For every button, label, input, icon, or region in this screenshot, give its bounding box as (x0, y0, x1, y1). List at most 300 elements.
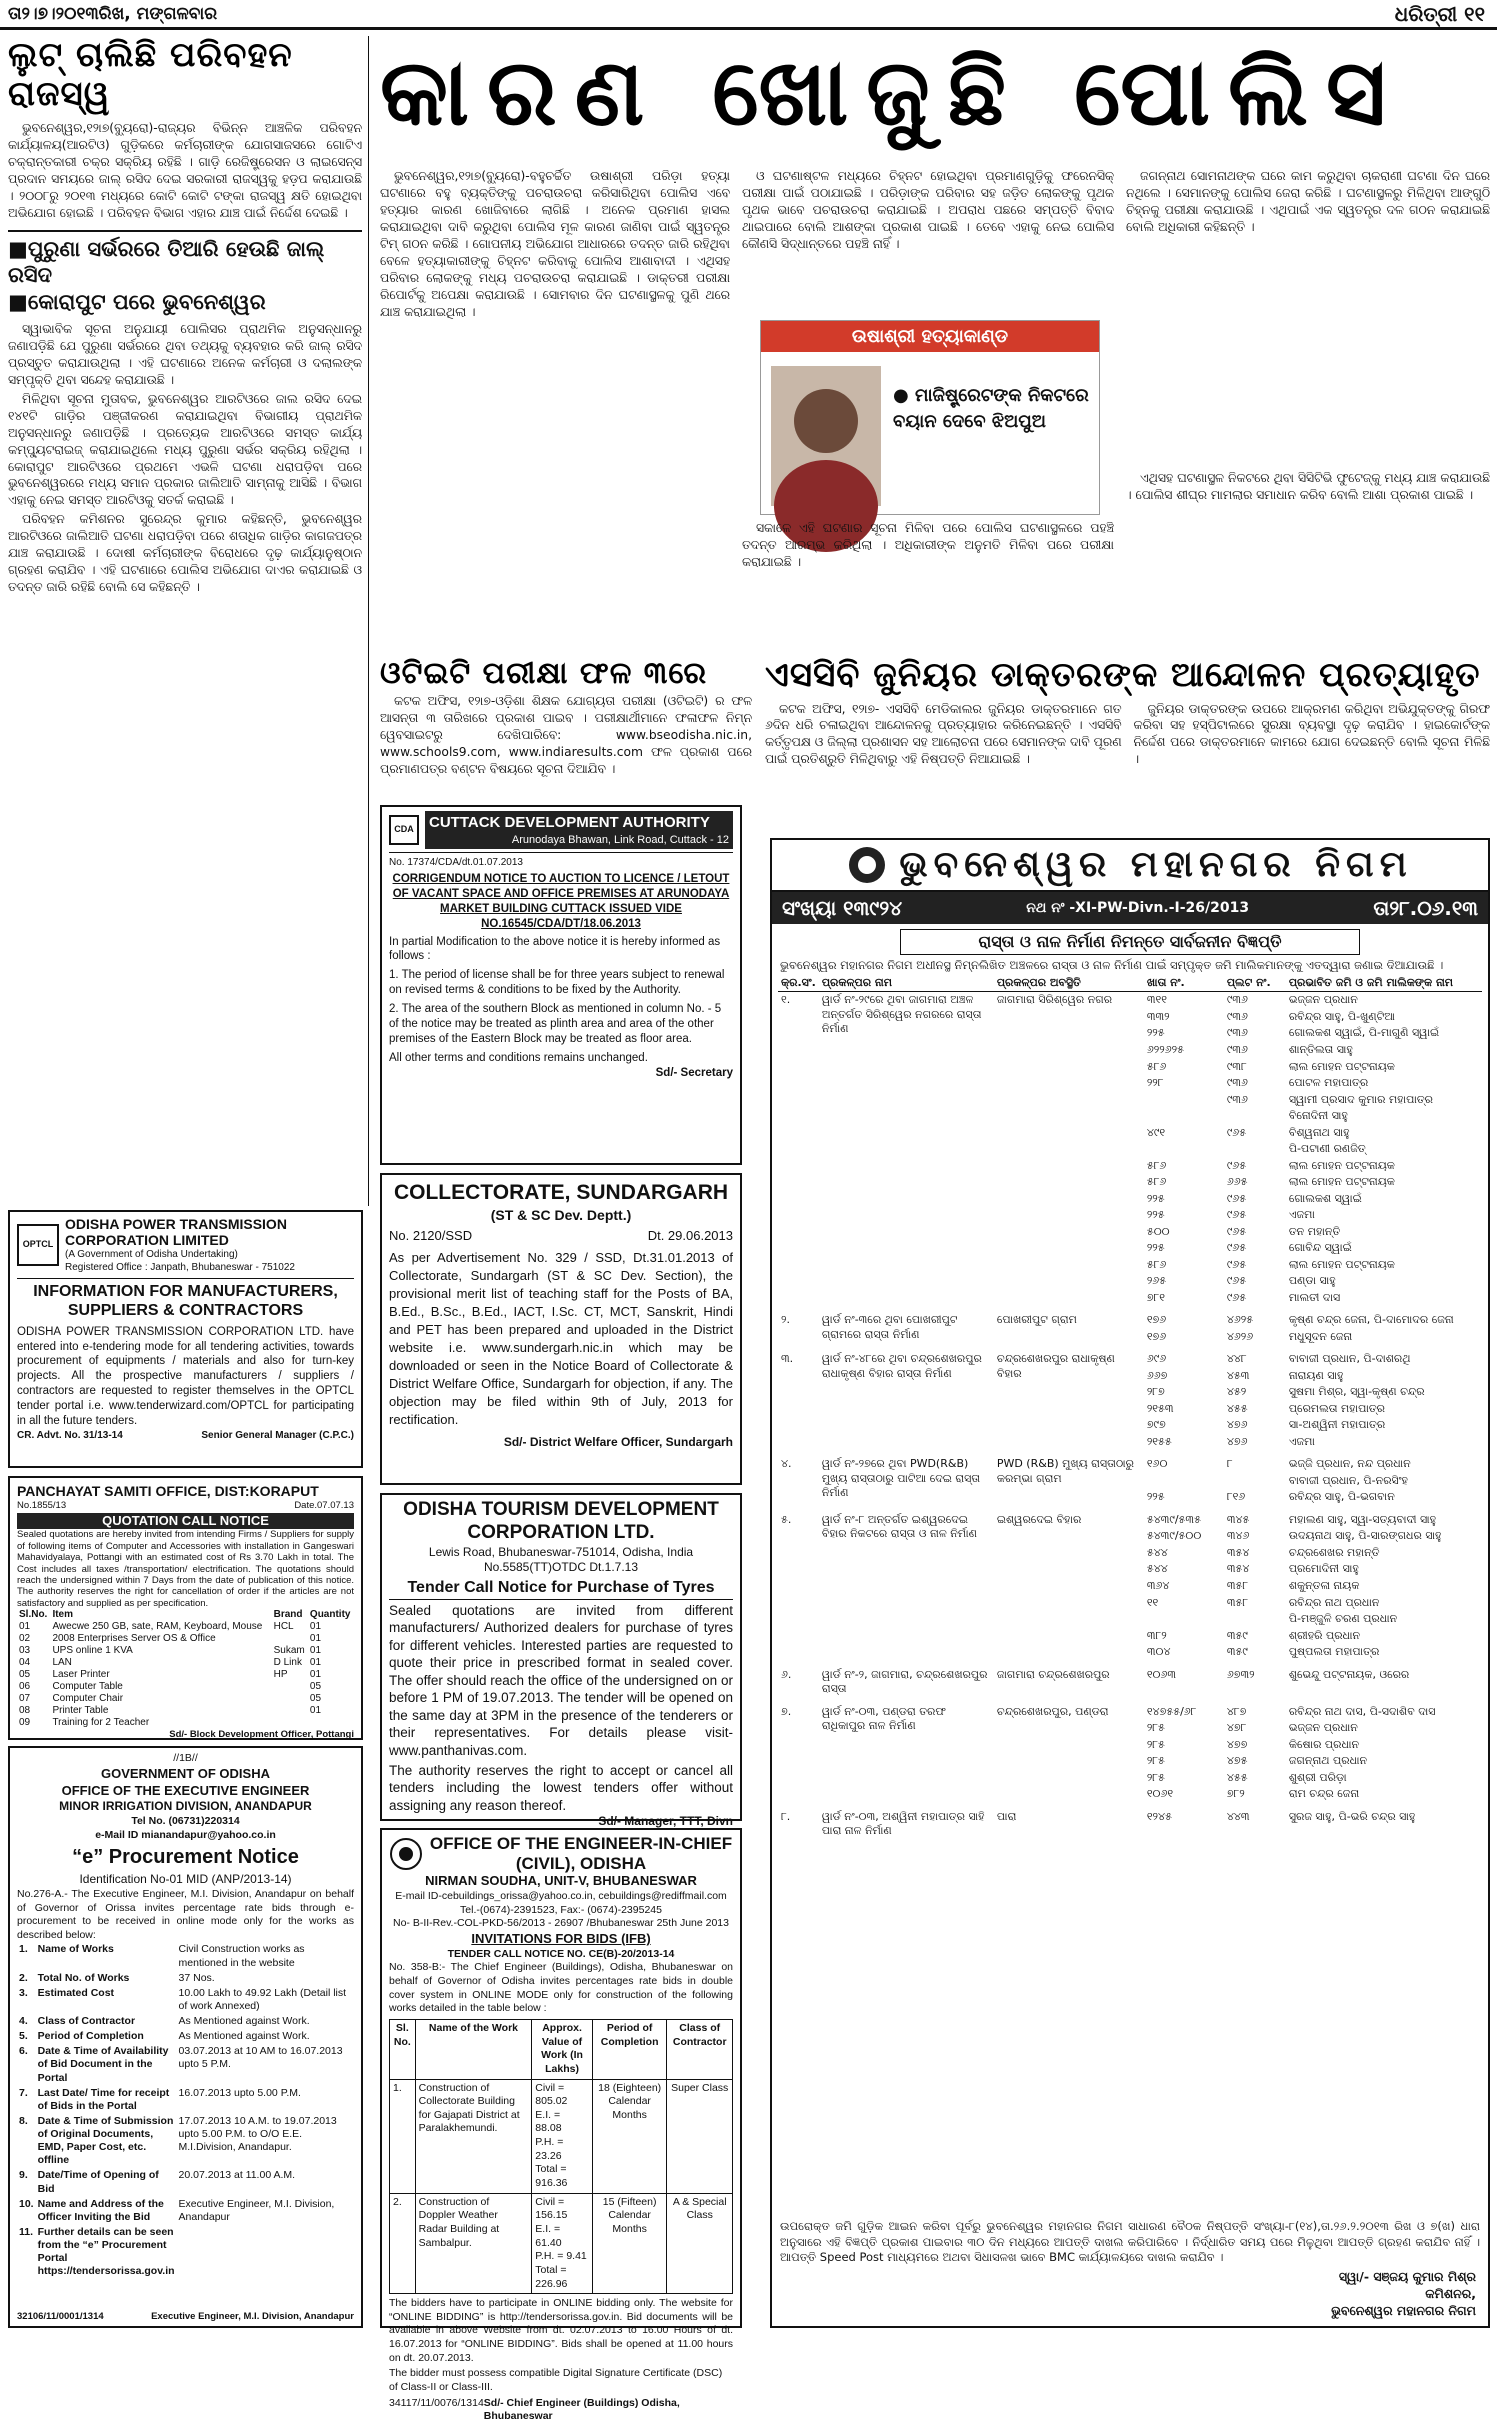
cda-address: Arunodaya Bhawan, Link Road, Cuttack - 12 (511, 833, 729, 846)
owner-name: ଗୋଲକଶ ସ୍ୱାଇଁ, ପି-ମାଗୁଣି ସ୍ୱାଇଁ (1288, 1026, 1440, 1040)
cda-signer: Sd/- Secretary (655, 1067, 733, 1080)
owner-name: ଲାଲ ମୋହନ ପଟ୍ଟନାୟକ (1288, 1175, 1395, 1189)
plot-no: ୯୬୫ (1226, 1257, 1247, 1271)
row-label: Name and Address of the Officer Inviting the Bid (37, 2197, 164, 2223)
bmc-notice (770, 838, 1490, 2328)
optcl-adv: CR. Advt. No. 31/13-14 (17, 1430, 123, 1442)
plot-no: ୯୬୫ (1226, 1125, 1247, 1139)
panchayat-heading: QUOTATION CALL NOTICE (17, 1513, 354, 1530)
cda-intro: In partial Modification to the above notice it is hereby informed as follows : (389, 935, 721, 963)
owner-name: ରାମ ଚନ୍ଦ୍ର ଜେନା (1288, 1787, 1360, 1801)
table-row (17, 1633, 354, 1645)
owner-name: ବିଶ୍ୱନାଥ ସାହୁ (1288, 1125, 1350, 1139)
bmc-col-header: ପ୍ରଭାବିତ ଜମି ଓ ଜମି ମାଲିକଙ୍କ ନାମ (1288, 975, 1454, 989)
table-cell: D Link (273, 1657, 302, 1669)
owner-name: ଗୋବିନ୍ଦ ସ୍ୱାଇଁ (1288, 1241, 1352, 1255)
table-cell: HP (273, 1669, 288, 1681)
panchayat-body: Sealed quotations are hereby invited from intending Firms / Suppliers for supply of following items of Computer and Accessories with installation in Gangeswari Mahavidyalaya, Pottangi with an estimated cost of Rs 3.70 Lakh in total. The Cost includes all taxes /transportation/ electrification. The quotations should reach the undersigned within 7 Days from the date of publication of this notice. The authority reserves the right for cancellation of order if the articles are not satisfactory and supplied as per specification. (17, 1529, 354, 1609)
minor-ref: //1B// (173, 1752, 198, 1764)
plot-no: ୬୭୩୨ (1226, 1667, 1255, 1681)
cda-point-3: All other terms and conditions remains unchanged. (389, 1052, 648, 1065)
row-value: 17.07.2013 10 A.M. to 19.07.2013 upto 5.00 P.M. to O/O E.E. M.I.Division, Anandapur. (178, 2114, 337, 2154)
exam-body: କଟକ ଅଫିସ, ୧୨ା୭-ଓଡ଼ିଶା ଶିକ୍ଷକ ଯୋଗ୍ୟତା ପରୀକ୍ଷା (ଓଟିଇଟି) ର ଫଳ ଆସନ୍ତା ୩ ତାରିଖରେ ପ୍ରକାଶ ପାଇବ । ପରୀକ୍ଷାର୍ଥୀମାନେ ଫଳାଫଳ ନିମ୍ନ ୱେବସାଇଟରୁ ଦେଖିପାରିବେ: www.bseodisha.nic.in, www.schools9.com, www.indiaresults.com ଫଳ ପ୍ରକାଶ ପରେ ପ୍ରମାଣପତ୍ର ବଣ୍ଟନ ବିଷୟରେ ସୂଚନା ଦିଆଯିବ । (380, 694, 752, 776)
plot-no: ୮୧୬ (1226, 1490, 1246, 1504)
project-name: ୱାର୍ଡ ନଂ-୨୭ରେ ଥିବା PWD(R&B) ମୁଖ୍ୟ ରାସ୍ତାଠାରୁ ପାଟିଆ ଦେଇ ରାସ୍ତା ନିର୍ମାଣ (821, 1457, 981, 1500)
table-row (17, 2168, 354, 2196)
table-cell: Sukam (273, 1645, 305, 1657)
row-value: Executive Engineer, M.I. Division, Anandapur (178, 2197, 335, 2223)
project-name: ୱାର୍ଡ ନଂ-୪୮ରେ ଥିବା ଚନ୍ଦ୍ରଶେଖରପୁର ରାଧାକୃଷ୍ଣ ବିହାର ରାସ୍ତା ନିର୍ମାଣ (821, 1352, 982, 1380)
table-row (17, 2029, 354, 2044)
plot-no: ୬୬୫ (1226, 1175, 1248, 1189)
minor-table (17, 1942, 354, 2279)
table-row (17, 1986, 354, 2014)
table-cell: 09 (19, 1717, 31, 1729)
bmc-signature (1331, 2269, 1476, 2320)
civil-col-header: Approx. Value of Work (In Lakhs) (532, 2020, 593, 2080)
row-number: 3. (19, 1986, 28, 1999)
row-number: ୭. (781, 1704, 792, 1718)
table-cell: 05 (309, 1681, 322, 1693)
table-cell: Awecwe 250 GB, sate, RAM, Keyboard, Mouse (52, 1621, 263, 1633)
khata-no: ୨୬୫ (1146, 1274, 1167, 1288)
khata-no: ୩୩୨ (1146, 1009, 1170, 1023)
table-row (17, 1693, 354, 1705)
tourism-address: Lewis Road, Bhubaneswar-751014, Odisha, India (428, 1544, 694, 1559)
optcl-ad (8, 1210, 363, 1468)
row-number: 8. (19, 2114, 28, 2127)
table-cell: 01 (19, 1621, 31, 1633)
owner-name: ରବିନ୍ଦ୍ର ସାହୁ, ପି-ଖୁଣ୍ଟିଆ (1288, 1009, 1395, 1023)
collectorate-sub: (ST & SC Dev. Deptt.) (490, 1207, 632, 1224)
row-number: 7. (19, 2086, 28, 2099)
table-row (390, 2193, 733, 2293)
cda-ref: No. 17374/CDA/dt.01.07.2013 (389, 856, 523, 868)
civil-table (389, 2019, 733, 2294)
table-cell: 07 (19, 1693, 31, 1705)
table-row (778, 1667, 1482, 1698)
row-label: Further details can be seen from the “e” Procurement Portal https://tendersorissa.gov.in (37, 2225, 175, 2278)
row-label: Period of Completion (37, 2030, 144, 2043)
table-cell: Super Class (667, 2079, 733, 2193)
portrait-photo (771, 366, 881, 506)
owner-name: ଶ୍ରୀହରି ପ୍ରଧାନ (1288, 1628, 1361, 1642)
column-rule (368, 36, 369, 1206)
optcl-signer: Senior General Manager (C.P.C.) (201, 1430, 354, 1442)
row-label: Date/Time of Opening of Bid (37, 2169, 159, 2195)
owner-name: ପୁଷ୍ପଲତା ମହାପାତ୍ର (1288, 1645, 1380, 1659)
tourism-body-2: The authority reserves the right to accept or cancel all tenders including the lowest tenders offer without assigning any reason thereof. (389, 1762, 733, 1813)
khata-no: ୧୦୬୧ (1146, 1787, 1174, 1801)
owner-name: ଭଜ୍ଜି ପ୍ରଧାନ, ନନ୍ଦ ପ୍ରଧାନ (1288, 1457, 1411, 1471)
plot-no: ୪୮୭ (1226, 1704, 1247, 1718)
plot-no (1224, 1141, 1286, 1158)
table-cell: Training for 2 Teacher (52, 1717, 150, 1729)
khata-no: ୫୪୩୯/୫୦୦ (1146, 1529, 1202, 1543)
table-cell: LAN (52, 1657, 72, 1669)
collectorate-ad (380, 1173, 742, 1485)
civil-para-1: The bidders have to participate in ONLINE bidding only. The website for “ONLINE BIDDING” is http://tendersorissa.gov.in. Bid documents will be available in above Website from dt. 02.07.2013 to 16.00 Hours of dt. 16.07.2013 for “ONLINE BIDDING”. Bids shall be opened at 11.00 hours on dt. 20.07.2013. (389, 2297, 733, 2364)
table-cell: Civil = 156.15 E.I. = 61.40 P.H. = 9.41 Total = 226.96 (532, 2193, 593, 2293)
table-row (17, 1681, 354, 1693)
table-cell: 02 (19, 1633, 31, 1645)
khata-no: ୩୮୨ (1146, 1628, 1167, 1642)
owner-name: ସ୍ୱାମୀ ପ୍ରସାଦ କୁମାର ମହାପାତ୍ର (1288, 1092, 1434, 1106)
khata-no: ୧୦୬୩ (1146, 1667, 1177, 1681)
plot-no: ୪୪୩ (1226, 1809, 1250, 1823)
optcl-sub-1: (A Government of Odisha Undertaking) (65, 1249, 238, 1261)
lead-headline-box (380, 39, 1490, 152)
plot-no: ୪୭୭ (1226, 1737, 1248, 1751)
khata-no: ୧୪୭୫୫/୬୮ (1146, 1704, 1197, 1718)
scb-body-2: ଜୁନିୟର ଡାକ୍ତରଙ୍କ ଉପରେ ଆକ୍ରମଣ କରିଥିବା ଅଭିଯୁକ୍ତଙ୍କୁ ଗିରଫ କରିବା ସହ ହସ୍ପିଟାଲରେ ସୁରକ୍ଷା ବ୍ୟବସ୍ଥା ଦୃଢ଼ କରାଯିବ । ହାଇକୋର୍ଟଙ୍କ ନିର୍ଦ୍ଦେଶ ପରେ ଡାକ୍ତରମାନେ କାମରେ ଯୋଗ ଦେଇଛନ୍ତି ବୋଲି ସୂଚନା ମିଳିଛି । (1133, 701, 1490, 767)
scb-story (765, 654, 1490, 834)
row-value: Civil Construction works as mentioned in the website (178, 1943, 305, 1969)
lead-photo-box (760, 320, 1100, 515)
civil-sub: TENDER CALL NOTICE NO. CE(B)-20/2013-14 (447, 1947, 675, 1960)
project-location: PWD (R&B) ମୁଖ୍ୟ ରାସ୍ତାଠାରୁ କରମ୍ଭା ଗ୍ରାମ (996, 1457, 1135, 1485)
exam-story (380, 654, 752, 794)
khata-no: ୨୨୫ (1146, 1191, 1165, 1205)
panchayat-title: PANCHAYAT SAMITI OFFICE, DIST:KORAPUT (17, 1483, 319, 1499)
owner-name: ଭଜ୍ଜନ ପ୍ରଧାନ (1288, 993, 1358, 1007)
owner-name: ଲାଲ ମୋହନ ପଟ୍ଟନାୟକ (1288, 1059, 1395, 1073)
owner-name: ପଣ୍ଡା ସାହୁ (1288, 1274, 1336, 1288)
tourism-signer: Sd/- Manager, TTT, Divn (598, 1814, 733, 1829)
plot-no: ୯୬୫ (1226, 1224, 1247, 1238)
owner-name: ଶୁଭେନ୍ଦୁ ପଟ୍ଟନାୟକ, ଓରେର (1288, 1667, 1410, 1681)
lead-box-text: ● ମାଜିଷ୍ଟ୍ରେଟଙ୍କ ନିକଟରେ ବୟାନ ଦେବେ ଝିଅପୁଅ (893, 385, 1089, 433)
plot-no: ୩୪୫ (1226, 1512, 1250, 1526)
row-spacer (778, 1840, 1482, 1846)
project-name: ୱାର୍ଡ ନଂ-୨, ଜାଗମାରା, ଚନ୍ଦ୍ରଶେଖରପୁର ରାସ୍ତା (821, 1667, 988, 1696)
cda-heading: CORRIGENDUM NOTICE TO AUCTION TO LICENCE / LETOUT OF VACANT SPACE AND OFFICE PREMISES AT ARUNODAYA MARKET BUILDING CUTTACK ISSUED VIDE NO.16545/CDA/DT/18.06.2013 (392, 872, 730, 930)
owner-name: ପି-ମଞ୍ଜୁଳି ଚରଣ ପ୍ରଧାନ (1288, 1612, 1398, 1626)
table-cell: 03 (19, 1645, 31, 1657)
owner-name: ଉଦୟନାଥ ସାହୁ, ପି-ସାରଙ୍ଗଧର ସାହୁ (1288, 1529, 1442, 1543)
owner-name: ସୁଷମା ମିଶ୍ର, ସ୍ୱା-କୃଷ୍ଣ ଚନ୍ଦ୍ର (1288, 1385, 1425, 1399)
khata-no: ୩୦୪ (1146, 1645, 1171, 1659)
row-value: 16.07.2013 upto 5.00 P.M. (178, 2086, 301, 2099)
project-location: ଇଶ୍ୱରଦେଇ ବିହାର (996, 1512, 1082, 1526)
bmc-col-header: ପ୍ରକଳ୍ପର ଅବସ୍ଥିତି (996, 975, 1081, 989)
khata-no: ୫୮୬ (1146, 1175, 1167, 1189)
table-cell: Construction of Collectorate Building for Gajapati District at Paralakhemundi. (415, 2079, 532, 2193)
plot-no: ୯୬୫ (1226, 1290, 1247, 1304)
tourism-title: ODISHA TOURISM DEVELOPMENT CORPORATION LTD. (403, 1499, 719, 1543)
plot-no: ୯୬୫ (1226, 1208, 1247, 1222)
row-value: 03.07.2013 at 10 AM to 16.07.2013 upto 5 P.M. (178, 2045, 343, 2071)
minor-title-3: MINOR IRRIGATION DIVISION, ANANDAPUR (59, 1799, 312, 1814)
civil-para-2: The bidder must possess compatible Digital Signature Certificate (DSC) of Class-II or Class-III. (389, 2367, 723, 2394)
lead-col-2b: ସକାଳେ ଏହି ଘଟଣାର ସୂଚନା ମିଳିବା ପରେ ପୋଲିସ ଘଟଣାସ୍ଥଳରେ ପହଞ୍ଚି ତଦନ୍ତ ଆରମ୍ଭ କରିଥିଲା । ଅଧିକାରୀଙ୍କ ଅନୁମତି ମିଳିବା ପରେ ପରୀକ୍ଷା କରାଯାଇଛି । (742, 521, 1114, 569)
project-name: ୱାର୍ଡ ନଂ-୩ରେ ଥିବା ପୋଖରୀପୁଟ ଗ୍ରାମରେ ରାସ୍ତା ନିର୍ମାଣ (821, 1313, 958, 1341)
table-cell: 18 (Eighteen) Calendar Months (592, 2079, 667, 2193)
khata-no: ୫୪୩୯/୫୩୫ (1146, 1512, 1201, 1526)
optcl-name: ODISHA POWER TRANSMISSION CORPORATION LIMITED (65, 1216, 287, 1249)
table-row (17, 1669, 354, 1681)
bmc-signer-role: କମିଶନର, (1425, 2286, 1476, 2302)
table-cell: Printer Table (52, 1705, 109, 1717)
civil-title: OFFICE OF THE ENGINEER-IN-CHIEF (CIVIL), ODISHA (429, 1834, 733, 1873)
table-row (390, 2079, 733, 2193)
khata-no (1144, 1108, 1224, 1125)
khata-no: ୧୭୬ (1146, 1329, 1167, 1343)
minor-tel: Tel No. (06731)220314 (131, 1815, 240, 1828)
khata-no: ୫୪୪ (1146, 1562, 1168, 1576)
table-cell: Laser Printer (52, 1669, 110, 1681)
row-label: Last Date/ Time for receipt of Bids in the Portal (37, 2086, 170, 2112)
owner-name: ଲାଲ ମୋହନ ପଟ୍ଟନାୟକ (1288, 1158, 1395, 1172)
minor-footer-no: 32106/11/0001/1314 (17, 2310, 104, 2322)
khata-no: ୧୭୬ (1146, 1313, 1167, 1327)
row-number: 4. (19, 2015, 28, 2028)
project-location: ଚନ୍ଦ୍ରଶେଖରପୁର ରାଧାକୃଷ୍ଣ ବିହାର (996, 1352, 1115, 1380)
khata-no: ୨୨୫ (1146, 1208, 1165, 1222)
cda-name: CUTTACK DEVELOPMENT AUTHORITY (429, 814, 710, 831)
plot-no: ୯୩୬ (1226, 1026, 1248, 1040)
project-name: ୱାର୍ଡ ନଂ-୮ ଅନ୍ତର୍ଗତ ଇଶ୍ୱରଦେଇ ବିହାର ନିକଟରେ ରାସ୍ତା ଓ ନାଳ ନିର୍ମାଣ (821, 1512, 977, 1541)
table-cell (272, 1693, 308, 1705)
civil-ref: No- B-II-Rev.-COL-PKD-56/2013 - 26907 /Bhubaneswar 25th June 2013 (393, 1917, 729, 1930)
bmc-signer-org: ଭୁବନେଶ୍ୱର ମହାନଗର ନିଗମ (1331, 2303, 1476, 2319)
khata-no: ୨୮୫ (1146, 1770, 1165, 1784)
plot-no: ୪୫୩ (1226, 1368, 1250, 1382)
table-cell: 05 (309, 1693, 322, 1705)
row-number: 6. (19, 2045, 28, 2058)
bmc-no: ସଂଖ୍ୟା ୧୩୯୨୪ (782, 896, 903, 920)
civil-col-header: Name of the Work (415, 2020, 532, 2080)
khata-no: ୬୬୭ (1146, 1368, 1168, 1382)
tourism-body: Sealed quotations are invited from different manufacturers/ Authorized dealers for purchase of tyres for different vehicles. Interested parties are requested to quote their price in prescribed format in sealed cover. The offer should reach the office of the undersigned on or before 1 PM of 19.07.2013. The tender will be opened on the same day at 3PM in the presence of the tenderers or their representatives. For details please visit- www.panthanivas.com. (389, 1602, 733, 1758)
plot-no: ୩୫୪ (1226, 1545, 1250, 1559)
row-number: 1. (19, 1943, 28, 1956)
project-name: ୱାର୍ଡ ନଂ-୦୩, ପଣ୍ଡରା ତରଫ ରାଧିକାପୁର ନାଳ ନିର୍ମାଣ (821, 1704, 946, 1733)
row-value: 37 Nos. (178, 1971, 215, 1984)
plot-no: ୪୫୫ (1226, 1401, 1248, 1415)
khata-no: ୨୧୫୩ (1146, 1401, 1174, 1415)
lead-col-2: ଓ ଘଟଣାଷ୍ଟଳ ମଧ୍ୟରେ ଚିହ୍ନଟ ହୋଇଥିବା ପ୍ରମାଣଗୁଡ଼ିକୁ ଫରେନସିକ୍ ପରୀକ୍ଷା ପାଇଁ ପଠାଯାଇଛି । ପରିଡ଼ାଙ୍କ ପରିବାର ସହ ଜଡ଼ିତ ଲୋକଙ୍କୁ ପୃଥକ ପୃଥକ ଭାବେ ପଚରାଉଚରା କରାଯାଇଛି । ଅପରାଧ ପଛରେ ସମ୍ପତ୍ତି ବିବାଦ ଥାଇପାରେ ବୋଲି ଆଶଙ୍କା ପ୍ରକାଶ ପାଇଛି । ତେବେ ଏହାକୁ ନେଇ ପୋଲିସ କୌଣସି ସିଦ୍ଧାନ୍ତରେ ପହଞ୍ଚି ନାହିଁ । (742, 169, 1114, 251)
khata-no: ୨୧୫୫ (1146, 1434, 1172, 1448)
plot-no: ୯୬୫ (1226, 1241, 1247, 1255)
table-cell: Civil = 805.02 E.I. = 88.08 P.H. = 23.26 Total = 916.36 (532, 2079, 593, 2193)
row-number: 9. (19, 2169, 28, 2182)
cda-logo-icon: CDA (389, 815, 419, 845)
table-row (17, 1645, 354, 1657)
plot-no: ୪୫୫ (1226, 1770, 1248, 1784)
cda-point-1: 1. The period of license shall be for three years subject to renewal on revised terms & conditions to be fixed by the Authority. (389, 969, 725, 997)
project-location: ପୋଖରୀପୁଟ ଗ୍ରାମ (996, 1313, 1077, 1327)
khata-no (1144, 1611, 1224, 1628)
table-cell: Construction of Doppler Weather Radar Building at Sambalpur. (415, 2193, 532, 2293)
row-number: 5. (19, 2030, 28, 2043)
owner-name: ଗୋଲକଶ ସ୍ୱାଇଁ (1288, 1191, 1362, 1205)
table-row (17, 1717, 354, 1729)
plot-no: ୩୫୪ (1226, 1562, 1250, 1576)
owner-name: ତନ ମହାନ୍ତି (1288, 1224, 1341, 1238)
khata-no: ୨୨୮ (1146, 1076, 1164, 1090)
khata-no: ୨୮୫ (1146, 1754, 1165, 1768)
owner-name: କୃଷ୍ଣ ଚନ୍ଦ୍ର ଜେନା, ପି-ଦାମୋଦର ଜେନା (1288, 1313, 1454, 1327)
table-cell: 2008 Enterprises Server OS & Office (52, 1633, 216, 1645)
bmc-intro: ଭୁବନେଶ୍ୱର ମହାନଗର ନିଗମ ଅଧୀନସ୍ଥ ନିମ୍ନଲିଖିତ ଅଞ୍ଚଳରେ ରାସ୍ତା ଓ ନାଳ ନିର୍ମାଣ ପାଇଁ ସମ୍ପୃକ୍ତ ଜମି ମାଲିକମାନଙ୍କୁ ଏତଦ୍ୱାରା ଜଣାଇ ଦିଆଯାଉଛି । (780, 958, 1444, 972)
civil-footer-no: 34117/11/0076/1314 (389, 2396, 484, 2409)
bmc-file: ନଥ ନଂ -XI-PW-Divn.-I-26/2013 (1026, 900, 1250, 916)
panchayat-ad (8, 1476, 363, 1740)
table-cell: 15 (Fifteen) Calendar Months (592, 2193, 667, 2293)
table-cell: 01 (309, 1645, 322, 1657)
transport-story (8, 36, 362, 1206)
bmc-note: ଉପରୋକ୍ତ ଜମି ଗୁଡ଼ିକ ଆଇନ କରିବା ପୂର୍ବରୁ ଭୁବନେଶ୍ୱର ମହାନଗର ନିଗମ ସାଧାରଣ ବୈଠକ ନିଷ୍ପତ୍ତି ସଂଖ୍ୟା-୮(୧୪),ତା.୨୬.୨.୨୦୧୩ ରିଖ ଓ ୭(ଖ) ଧାରା ଅନୁସାରେ ଏହି ବିଜ୍ଞପ୍ତି ପ୍ରକାଶ ପାଇବାର ୩୦ ଦିନ ମଧ୍ୟରେ ଆପତ୍ତି ଦାଖଲ କରିପାରିବେ । ନିର୍ଦ୍ଧାରିତ ସମୟ ପରେ ମିଳୁଥିବା ଆପତ୍ତି ଗ୍ରହଣ କରାଯିବ ନାହିଁ । ଆପତ୍ତି Speed Post ମାଧ୍ୟମରେ ଅଥବା ସିଧାସଳଖ ଭାବେ BMC କାର୍ଯ୍ୟାଳୟରେ ଦାଖଲ କରାଯିବ । (780, 2219, 1480, 2265)
khata-no: ୬୨୨୬୨୫ (1146, 1043, 1184, 1056)
row-value (177, 2225, 354, 2280)
table-cell: 04 (19, 1657, 31, 1669)
row-label: Estimated Cost (37, 1986, 115, 1999)
table-cell (272, 1681, 308, 1693)
lead-headline: କାରଣ ଖୋଜୁଛି ପୋଲିସ (380, 39, 1405, 146)
plot-no: ୭୮୨ (1226, 1787, 1245, 1801)
owner-name: ରବିନ୍ଦ୍ର ନାଥ ଦାସ, ପି-ସଦାଶିବ ଦାସ (1288, 1704, 1436, 1718)
bmc-title: ଭୁବନେଶ୍ୱର ମହାନଗର ନିଗମ (899, 844, 1413, 885)
plot-no: ୩୫୮ (1226, 1595, 1249, 1609)
civil-email: E-mail ID-cebuildings_orissa@yahoo.co.in, cebuildings@rediffmail.com (395, 1889, 727, 1902)
plot-no: ୯୬୫ (1226, 1191, 1247, 1205)
minor-title-2: OFFICE OF THE EXECUTIVE ENGINEER (61, 1782, 310, 1798)
person-icon (771, 366, 881, 506)
collectorate-title: COLLECTORATE, SUNDARGARH (393, 1181, 729, 1204)
minor-intro: No.276-A.- The Executive Engineer, M.I. Division, Anandapur on behalf of Governor of Orissa invites percentage rate bids through e-procurement to be received in online mode only for the works as described below: (17, 1887, 354, 1941)
project-location: ଚନ୍ଦ୍ରଶେଖରପୁର, ପଣ୍ଡରା (996, 1704, 1109, 1718)
collectorate-body: As per Advertisement No. 329 / SSD, Dt.31.01.2013 of Collectorate, Sundargarh (ST & SC Dev. Section), the provisional merit list of teaching staff for the Posts of BA, B.Ed., B.Sc., B.Ed., IACT, I.Sc. CT, MCT, Sanskrit, Hindi and PET has been prepared and uploaded in the District website i.e. www.sundergarh.nic.in which may be downloaded or seen in the Notice Board of Collectorate & District Welfare Office, Sundargarh for objection, if any. The objection may be filed within 9th of July, 2013 for rectification. (389, 1250, 733, 1427)
khata-no: ୪୯୧ (1146, 1125, 1166, 1139)
table-cell: 06 (19, 1681, 31, 1693)
page-number: ଧରିତ୍ରୀ ୧୧ (1394, 2, 1485, 26)
table-row (778, 1809, 1482, 1840)
row-number: ୮. (781, 1809, 791, 1823)
transport-bullet-2: ■କୋରାପୁଟ ପରେ ଭୁବନେଶ୍ୱର (8, 289, 266, 314)
owner-name: ପୋଟଳ ମହାପାତ୍ର (1288, 1076, 1369, 1090)
emblem-icon (389, 1837, 423, 1871)
bmc-subtitle: ରାସ୍ତା ଓ ନାଳ ନିର୍ମାଣ ନିମନ୍ତେ ସାର୍ବଜନୀନ ବିଜ୍ଞପ୍ତି (900, 929, 1360, 955)
civil-signer: Sd/- Chief Engineer (Buildings) Odisha, Bhubaneswar (483, 2396, 680, 2423)
khata-no: ୫୮୬ (1146, 1158, 1167, 1172)
khata-no: ୨୨୫ (1146, 1490, 1165, 1504)
owner-name: ପ୍ରେମଲତା ମହାପାତ୍ର (1288, 1401, 1386, 1415)
row-value: As Mentioned against Work. (178, 2015, 310, 2028)
khata-no: ୨୨୫ (1146, 1241, 1165, 1255)
khata-no: ୫୪୪ (1146, 1545, 1168, 1559)
table-cell: 01 (309, 1669, 322, 1681)
table-cell: 01 (309, 1705, 322, 1717)
panchayat-col-header: Sl.No. (19, 1609, 48, 1621)
lead-col-3b: ଏଥିସହ ଘଟଣାସ୍ଥଳ ନିକଟରେ ଥିବା ସିସିଟିଭି ଫୁଟେଜ୍‌କୁ ମଧ୍ୟ ଯାଞ୍ଚ କରାଯାଉଛି । ପୋଲିସ ଶୀଘ୍ର ମାମଲାର ସମାଧାନ କରିବ ବୋଲି ଆଶା ପ୍ରକାଶ ପାଇଛି । (1126, 471, 1490, 502)
khata-no: ୨୮୫ (1146, 1737, 1165, 1751)
plot-no: ୪୭୬ (1226, 1434, 1248, 1448)
bmc-logo-icon (847, 845, 887, 885)
transport-body-2: ସ୍ୱାଭାବିକ ସୂଚନା ଅନୁଯାୟୀ ପୋଲିସର ପ୍ରାଥମିକ ଅନୁସନ୍ଧାନରୁ ଜଣାପଡ଼ିଛି ଯେ ପୁରୁଣା ସର୍ଭରରେ ଥିବା ତଥ୍ୟକୁ ବ୍ୟବହାର କରି ଜାଲ୍ ରସିଦ ପ୍ରସ୍ତୁତ କରାଯାଉଥିଲା । ଏହି ଘଟଣାରେ ଅନେକ କର୍ମଚାରୀ ଓ ଦଲାଲଙ୍କ ସମ୍ପୃକ୍ତି ଥିବା ସନ୍ଦେହ କରାଯାଉଛି । ମିଳିଥିବା ସୂଚନା ମୁତାବକ, ଭୁବନେଶ୍ୱର ଆରଟିଓରେ ଜାଲ ରସିଦ ଦେଇ ୧୪୧ଟି ଗାଡ଼ିର ପଞ୍ଜୀକରଣ କରାଯାଇଥିବା ବିଭାଗୀୟ ପ୍ରାଥମିକ ଅନୁସନ୍ଧାନରୁ ଜଣାପଡ଼ିଛି । ପ୍ରତ୍ୟେକ ଆରଟିଓରେ ସମସ୍ତ କାର୍ଯ୍ୟ କମ୍ପ୍ୟୁଟରାଇଜ୍ କରାଯାଇଥିଲେ ମଧ୍ୟ ପୁରୁଣା ସର୍ଭର ସକ୍ରିୟ ରହିଥିଲା । କୋରାପୁଟ ଆରଟିଓରେ ପ୍ରଥମେ ଏଭଳି ଘଟଣା ଧରାପଡ଼ିବା ପରେ ଭୁବନେଶ୍ୱରରେ ମଧ୍ୟ ସମାନ ପ୍ରକାର ଜାଲିଆତି ସାମ୍ନାକୁ ଆସିଛି । ବିଭାଗ ଏହାକୁ ନେଇ ସମସ୍ତ ଆରଟିଓକୁ ସତର୍କ କରାଇଛି । ପରିବହନ କମିଶନର ସୁରେନ୍ଦ୍ର କୁମାର କହିଛନ୍ତି, ଭୁବନେଶ୍ୱର ଆରଟିଓରେ ଜାଲିଆତି ଘଟଣା ଧରାପଡ଼ିବା ପରେ ଶତାଧିକ ଗାଡ଼ିର କାଗଜପତ୍ର ଯାଞ୍ଚ କରାଯାଉଛି । ଦୋଷୀ କର୍ମଚାରୀଙ୍କ ବିରୋଧରେ ଦୃଢ଼ କାର୍ଯ୍ୟାନୁଷ୍ଠାନ ଗ୍ରହଣ କରାଯିବ । ଏହି ଘଟଣାରେ ପୋଲିସ ଅଭିଯୋଗ ଦାଏର କରାଯାଇଛି ଓ ତଦନ୍ତ ଜାରି ରହିଛି ବୋଲି ସେ କହିଛନ୍ତି । (8, 321, 362, 595)
plot-no: ୯୩୬ (1226, 1076, 1248, 1090)
date-line: ତା୨।୭।୨୦୧୩ରିଖ, ମଙ୍ଗଳବାର (8, 4, 218, 24)
khata-no: ୭୯୭ (1146, 1418, 1166, 1432)
plot-no: ୪୭୬ (1226, 1418, 1248, 1432)
plot-no: ୪୫୨ (1226, 1385, 1247, 1399)
civil-ad (380, 1828, 742, 2423)
bmc-title-bar (772, 840, 1488, 892)
table-cell: 2. (390, 2193, 416, 2293)
table-row (17, 2086, 354, 2114)
lead-box-title: ଉଷାଶ୍ରୀ ହତ୍ୟାକାଣ୍ଡ (761, 321, 1099, 352)
table-row (17, 1657, 354, 1669)
civil-col-header: Class of Contractor (667, 2020, 733, 2080)
lead-col-3: ଜଗନ୍ନାଥ ସୋମନାଥଙ୍କ ଘରେ କାମ କରୁଥିବା ଚାକରାଣୀ ଘଟଣା ଦିନ ଘରେ ନଥିଲେ । ସେମାନଙ୍କୁ ପୋଲିସ ଜେରା କରିଛି । ଘଟଣାସ୍ଥଳରୁ ମିଳିଥିବା ଆଙ୍ଗୁଠି ଚିହ୍ନକୁ ପରୀକ୍ଷା କରାଯାଉଛି । ଏଥିପାଇଁ ଏକ ସ୍ୱତନ୍ତ୍ର ଦଳ ଗଠନ କରାଯାଇଛି ବୋଲି ଅଧିକାରୀ କହିଛନ୍ତି । (1126, 169, 1490, 234)
cda-point-2: 2. The area of the southern Block as mentioned in column No. - 5 of the notice may be treated as plinth area and area of the other premises of the Eastern Block may be treated as floor area. (389, 1003, 722, 1046)
minor-heading: “e” Procurement Notice (72, 1846, 299, 1869)
plot-no: ୩୫୯ (1226, 1645, 1248, 1659)
owner-name: ମାଲତୀ ଦାସ (1288, 1290, 1341, 1304)
collectorate-date: Dt. 29.06.2013 (647, 1228, 733, 1244)
transport-body-1: ଭୁବନେଶ୍ୱର,୧୨ା୭(ବ୍ୟୁରୋ)-ରାଜ୍ୟର ବିଭିନ୍ନ ଆଞ୍ଚଳିକ ପରିବହନ କାର୍ଯ୍ୟାଳୟ(ଆରଟିଓ) ଗୁଡ଼ିକରେ କର୍ମଚାରୀଙ୍କ ଯୋଗସାଜସରେ ଗୋଟିଏ ଚକ୍ରାନ୍ତକାରୀ ଚକ୍ର ସକ୍ରିୟ ରହିଛି । ଗାଡ଼ି ରେଜିଷ୍ଟ୍ରେସନ ଓ ଲାଇସେନ୍ସ ପ୍ରଦାନ ସମୟରେ ଜାଲ୍ ରସିଦ ଦେଇ ସରକାରୀ ରାଜସ୍ୱକୁ ହଡ଼ପ କରାଯାଉଛି । ୨୦୦୮ରୁ ୨୦୧୩ ମଧ୍ୟରେ କୋଟି କୋଟି ଟଙ୍କା ରାଜସ୍ୱ କ୍ଷତି ହୋଇଥିବା ଅଭିଯୋଗ ହୋଇଛି । ପରିବହନ ବିଭାଗ ଏହାର ଯାଞ୍ଚ ପାଇଁ ନିର୍ଦ୍ଦେଶ ଦେଇଛି । (8, 121, 362, 221)
table-row (778, 1351, 1482, 1368)
panchayat-signer: Sd/- Block Development Officer, Pottangi (169, 1729, 354, 1741)
khata-no: ୫୮୬ (1146, 1059, 1167, 1073)
scb-headline: ଏସସିବି ଜୁନିୟର ଡାକ୍ତରଙ୍କ ଆନ୍ଦୋଳନ ପ୍ରତ୍ୟାହୃତ (765, 655, 1481, 695)
table-cell: UPS online 1 KVA (52, 1645, 133, 1657)
row-value: 20.07.2013 at 11.00 A.M. (178, 2169, 296, 2182)
project-name: ୱାର୍ଡ ନଂ-୦୩, ଅଶ୍ୱିନୀ ମହାପାତ୍ର ସାହି ପାରା ନାଳ ନିର୍ମାଣ (821, 1809, 985, 1838)
row-value: 10.00 Lakh to 49.92 Lakh (Detail list of work Annexed) (178, 1986, 347, 2012)
minor-title-1: GOVERNMENT OF ODISHA (100, 1765, 270, 1781)
plot-no: ୪୭୫ (1226, 1754, 1248, 1768)
civil-heading: INVITATIONS FOR BIDS (IFB) (471, 1930, 651, 1946)
optcl-heading: INFORMATION FOR MANUFACTURERS, SUPPLIERS & CONTRACTORS (17, 1278, 354, 1320)
bmc-col-header: ଖାତା ନଂ. (1146, 975, 1185, 989)
bmc-date: ତା୨୮.୦୬.୧୩ (1373, 896, 1478, 920)
bmc-signer-name: ସ୍ୱା/- ସଞ୍ଜୟ କୁମାର ମିଶ୍ର (1338, 2269, 1476, 2285)
row-label: Class of Contractor (37, 2015, 136, 2028)
owner-name: ଏଜମା (1288, 1208, 1315, 1222)
owner-name: ସା-ଅଶ୍ୱିନୀ ମହାପାତ୍ର (1288, 1418, 1386, 1432)
transport-subheads (8, 230, 362, 315)
optcl-sub-2: Registered Office : Janpath, Bhubaneswar - 751022 (65, 1262, 295, 1274)
owner-name: ବାବାଜୀ ପ୍ରଧାନ, ପି-ନରସିଂହ (1288, 1473, 1408, 1487)
table-cell: A & Special Class (667, 2193, 733, 2293)
plot-no (1224, 1473, 1286, 1490)
khata-no: ୧୬୦ (1146, 1457, 1168, 1471)
owner-name: ମଧୁସୂଦନ ଜେନା (1288, 1329, 1353, 1343)
owner-name: କିଷୋର ପ୍ରଧାନ (1288, 1737, 1360, 1751)
minor-irrigation-ad (8, 1746, 363, 2328)
owner-name: ସୁରଜ ସାହୁ, ପି-ଭରି ଚନ୍ଦ୍ର ସାହୁ (1288, 1809, 1416, 1823)
khata-no (1144, 1473, 1224, 1490)
tourism-heading: Tender Call Notice for Purchase of Tyres (389, 1578, 733, 1600)
bmc-ref-bar (772, 892, 1488, 924)
plot-no: ୮ (1226, 1457, 1233, 1471)
optcl-logo-icon: OPTCL (17, 1224, 59, 1266)
khata-no: ୧୨୪୫ (1146, 1809, 1172, 1823)
table-cell: 08 (19, 1705, 31, 1717)
civil-address: NIRMAN SOUDHA, UNIT-V, BHUBANESWAR (425, 1873, 697, 1889)
plot-no: ୩୫୯ (1226, 1628, 1248, 1642)
khata-no: ୩୬୪ (1146, 1578, 1170, 1592)
table-row (17, 1942, 354, 1970)
project-location: ଜାଗମାରା ସିରିଶ୍ୱେର ନଗର (996, 993, 1113, 1007)
lead-col-1: ଭୁବନେଶ୍ୱର,୧୨ା୭(ବ୍ୟୁରୋ)-ବହୁଚର୍ଚ୍ଚିତ ଉଷାଶ୍ରୀ ପରିଡ଼ା ହତ୍ୟା ଘଟଣାରେ ବହୁ ବ୍ୟକ୍ତିଙ୍କୁ ପଚରାଉଚରା କରିସାରିଥିବା ପୋଲିସ ଏବେ ହତ୍ୟାର କାରଣ ଖୋଜିବାରେ ଲାଗିଛି । ଅନେକ ପ୍ରମାଣ ହାସଲ କରାଯାଇଥିବା ଦାବି କରୁଥିବା ପୋଲିସ ମୂଳ କାରଣ ଜାଣିବା ପାଇଁ ସ୍ୱତନ୍ତ୍ର ଟିମ୍ ଗଠନ କରିଛି । ଗୋପନୀୟ ଅଭିଯୋଗ ଆଧାରରେ ତଦନ୍ତ ଜାରି ରହିଥିବା ବେଳେ ହତ୍ୟାକାରୀଙ୍କୁ ଚିହ୍ନଟ କରିବାକୁ ପୋଲିସ ଆଶାବାଦୀ । ଏଥିସହ ପରିବାର ଲୋକଙ୍କୁ ମଧ୍ୟ ପଚରାଉଚରା କରାଯାଇଛି । ଡାକ୍ତରୀ ପରୀକ୍ଷା ରିପୋର୍ଟକୁ ଅପେକ୍ଷା କରାଯାଉଛି । ସୋମବାର ଦିନ ଘଟଣାସ୍ଥଳକୁ ପୁଣି ଥରେ ଯାଞ୍ଚ କରାଯାଇଥିଲା । (380, 169, 730, 319)
panchayat-no: No.1855/13 (17, 1500, 67, 1512)
table-cell: 05 (19, 1669, 31, 1681)
khata-no: ୭୮୧ (1146, 1290, 1166, 1304)
owner-name: ରବିନ୍ଦ୍ର ନାଥ ପ୍ରଧାନ (1288, 1595, 1380, 1609)
plot-no: ୪୬୨୬ (1226, 1329, 1254, 1343)
